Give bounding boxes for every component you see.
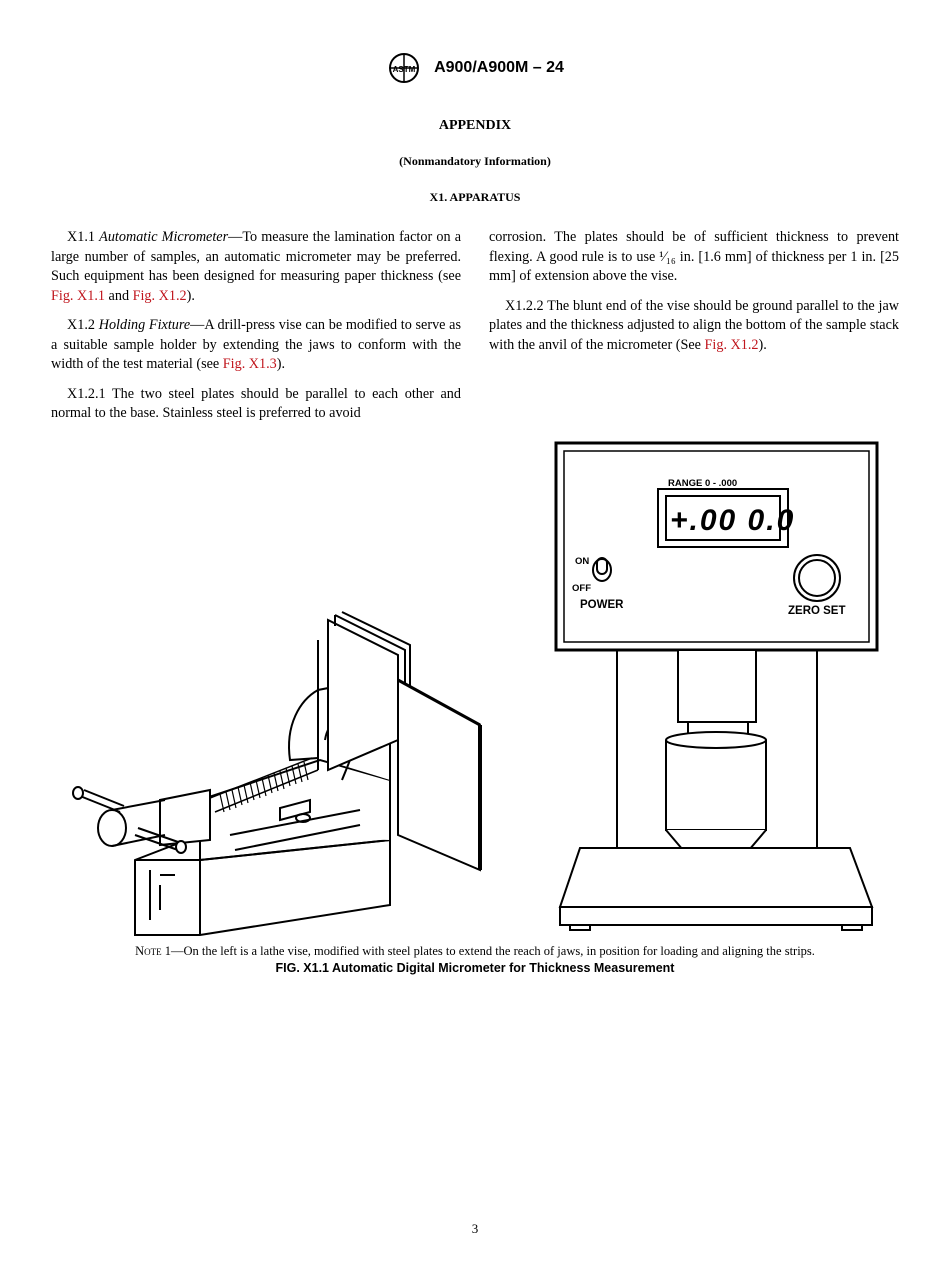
para-number: X1.2	[67, 317, 95, 333]
astm-logo-icon	[386, 52, 422, 84]
paragraph-x1-2-2	[489, 297, 899, 356]
right-column	[489, 228, 899, 365]
note-text: 1—On the left is a lathe vise, modified with steel plates to extend the reach of jaws, in position for loading and aligning the strips.	[161, 944, 815, 958]
para-text: The blunt end of the vise should be ground parallel to the jaw plates and the thickness adjusted to align the bottom of the sample stack with the anvil of the micrometer (See	[489, 297, 899, 353]
para-number: X1.2.1	[67, 385, 106, 402]
para-text: ).	[276, 356, 286, 372]
para-number: X1.1	[67, 229, 95, 245]
figure-note	[0, 944, 950, 959]
figure-x1-1	[60, 440, 890, 940]
zero-set-label: ZERO SET	[788, 605, 846, 617]
nonmandatory-subtitle: (Nonmandatory Information)	[399, 154, 551, 168]
para-text: ).	[758, 336, 767, 353]
para-text: ).	[186, 287, 195, 304]
section-title: X1. APPARATUS	[429, 190, 521, 204]
paragraph-x1-2	[51, 316, 461, 375]
para-text: —A drill-press vise can be modified to serve as a suitable sample holder by extending the jaws to conform with the width of the test material (see	[51, 317, 461, 372]
page-number: 3	[471, 1221, 479, 1236]
para-text: and	[105, 287, 133, 304]
appendix-title: APPENDIX	[438, 118, 512, 133]
para-term: Automatic Micrometer	[99, 229, 229, 245]
para-term: Holding Fixture	[98, 317, 191, 333]
page-header	[0, 52, 950, 84]
para-text: —To measure the lamination factor on a large number of samples, an automatic micrometer may be preferred. Such equipment has been designed for measuring paper thickness (see	[51, 229, 462, 284]
logo-text: ASTM	[392, 65, 416, 74]
para-number: X1.2.2	[505, 297, 544, 314]
paragraph-x1-2-1-continued: corrosion. The plates should be of sufficient thickness to prevent flexing. A good rule is to use ¹⁄₁₆ in. [1.6 mm] of thickness per 1 in. [25 mm] of extension above the vise.	[489, 229, 899, 284]
standard-designation: A900/A900M – 24	[434, 59, 564, 76]
display-readout: +.00 0.0	[670, 504, 796, 537]
note-prefix: Note	[135, 944, 162, 958]
lathe-vise-drawing	[73, 612, 480, 935]
power-label: POWER	[580, 599, 624, 611]
fig-link[interactable]: Fig. X1.3	[222, 356, 277, 372]
figure-caption: FIG. X1.1 Automatic Digital Micrometer for Thickness Measurement	[275, 961, 675, 975]
paragraph-x1-1	[51, 228, 461, 306]
paragraph-x1-2-1	[51, 385, 461, 424]
fig-link[interactable]: Fig. X1.1	[51, 287, 105, 304]
range-label: RANGE 0 - .000	[668, 478, 738, 489]
fig-link[interactable]: Fig. X1.2	[704, 336, 759, 353]
off-label: OFF	[572, 583, 591, 594]
left-column	[51, 228, 461, 434]
on-label: ON	[575, 556, 590, 567]
para-text: The two steel plates should be parallel to each other and normal to the base. Stainless steel is preferred to avoid	[51, 385, 461, 421]
fig-link[interactable]: Fig. X1.2	[132, 287, 187, 304]
